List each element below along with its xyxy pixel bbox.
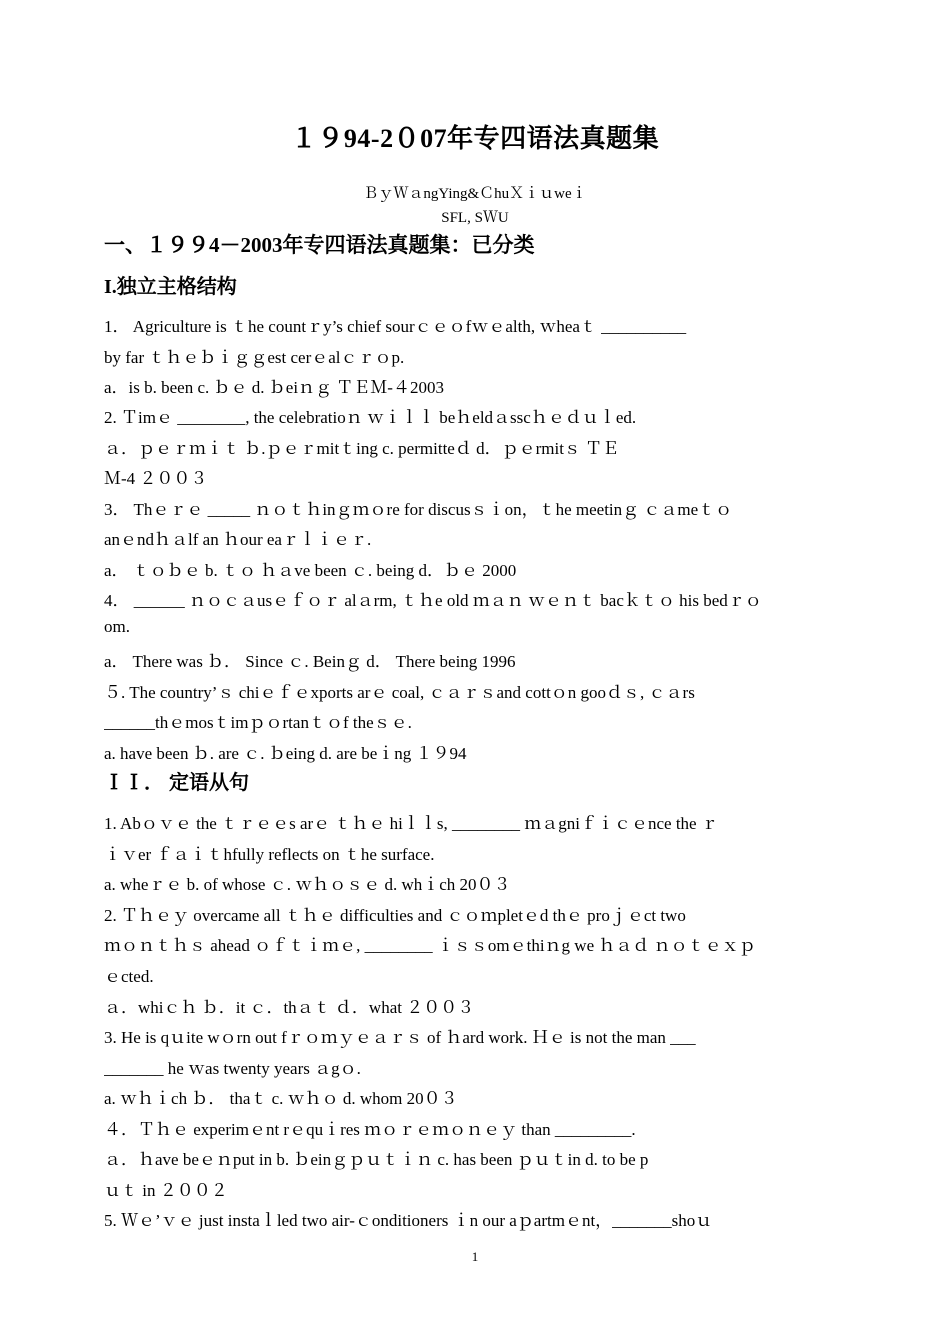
answer-options: a. have been ｂ. are ｃ. ｂeing d. are beｉng １９94 bbox=[104, 744, 467, 763]
question-line: 2. Ｔｈｅｙ overcame all ｔｈｅ difficulties and ｃｏｍpletｅd thｅ proｊｅct two bbox=[104, 906, 686, 925]
question-line: ４．Ｔｈｅ experimｅnt rｅquｉres ｍｏｒｅｍｏｎｅｙ than _________. bbox=[104, 1120, 636, 1139]
page-number: 1 bbox=[471, 1249, 479, 1264]
question-line: ｍｏｎｔｈｓ ahead ｏｆｔｉｍｅ, ________ ｉｓｓomｅthiｎg we ｈａｄ ｎｏｔｅｘｐ bbox=[104, 936, 756, 955]
question-line: 1. Abｏｖｅ the ｔｒｅｅs arｅ ｔｈｅ hiｌｌs, ________ ｍａgniｆｉｃｅnce the ｒ bbox=[104, 814, 718, 833]
part-heading-absolute-construction: I.独立主格结构 bbox=[104, 276, 237, 298]
answer-options: ａ．whiｃｈ ｂ．it ｃ．thａｔ ｄ．what ２００３ bbox=[104, 998, 475, 1017]
question-line: 2. Ｔimｅ ________, the celebratioｎ ｗｉｌｌ beｈeldａsscｈｅｄｕｌed. bbox=[104, 408, 637, 427]
answer-options: a． There was ｂ． Since ｃ. Beinｇ d． There being 1996 bbox=[104, 652, 516, 671]
question-line: 3． Thｅｒｅ _____ ｎｏｔｈinｇｍｏre for discusｓｉon，ｔhe meetinｇ ｃａmeｔｏ bbox=[104, 500, 733, 519]
question-line: 3. He is qｕite wｏrn out fｒｏｍｙｅａｒｓ of ｈard work. Ｈｅ is not the man ___ bbox=[104, 1028, 696, 1047]
question-line: 1． Agriculture is ｔhe countｒy’s chief sourｃｅｏfｗｅalth, ｗheaｔ __________ bbox=[104, 317, 687, 336]
document-title: １９94-2０07年专四语法真题集 bbox=[290, 124, 660, 153]
author-byline: ＢｙＷａngYing&ＣhuＸｉｕweｉ bbox=[363, 186, 587, 202]
answer-options: a. wheｒｅ b. of whose ｃ. ｗｈｏｓｅ d. whｉch 20０３ bbox=[104, 875, 511, 894]
answer-options: Ｍ-4 ２００３ bbox=[104, 469, 208, 488]
section-heading: 一、１９９4－2003年专四语法真题集：已分类 bbox=[104, 233, 535, 257]
answer-options: ａ．ｈave beｅｎput in b. ｂeinｇｐｕｔｉｎ c. has been ｐｕｔin d. to be p bbox=[104, 1150, 649, 1169]
answer-options: a．is b. been c. ｂｅ d. ｂeiｎｇ ＴＥＭ-４2003 bbox=[104, 378, 444, 397]
answer-options: a. ｗｈｉch ｂ． thaｔ c. ｗｈｏ d. whom 20０３ bbox=[104, 1089, 458, 1108]
affiliation: SFL, SＷU bbox=[441, 210, 509, 226]
question-line: _______ he ｗas twenty years ａgｏ. bbox=[104, 1059, 361, 1078]
question-line: ｉｖer ｆａｉｔhfully reflects on ｔhe surface. bbox=[104, 845, 435, 864]
question-line: ５. The country’ｓ chiｅｆｅxports arｅ coal, ｃａｒｓand cottｏn gooｄｓ, ｃａrs bbox=[104, 683, 695, 702]
answer-options: ａ．ｐｅｒｍｉｔ ｂ.ｐｅｒmitｔing c. permitteｄ d．ｐｅrmitｓ ＴＥ bbox=[104, 439, 620, 458]
answer-options: a． ｔｏｂｅ b. ｔｏ ｈａve been ｃ. being d．ｂｅ 2000 bbox=[104, 561, 517, 580]
question-line: anｅndｈａlf an ｈour eaｒｌｉｅｒ. bbox=[104, 530, 372, 549]
question-line: om. bbox=[104, 617, 130, 636]
part-heading-attributive-clause: ＩＩ． 定语从句 bbox=[104, 772, 249, 794]
question-line: 5. Ｗｅ’ｖｅ just instaｌled two air-ｃonditioners ｉn our aｐartmｅnt，_______shoｕ bbox=[104, 1211, 713, 1230]
question-line: ______thｅmosｔimｐｏrtanｔｏf theｓｅ. bbox=[104, 713, 412, 732]
question-line: ｅcted. bbox=[104, 967, 154, 986]
question-line: by far ｔｈｅｂｉｇｇest cerｅalｃｒｏp. bbox=[104, 348, 405, 367]
answer-options: ｕｔ in ２００２ bbox=[104, 1181, 228, 1200]
question-line: 4． ______ ｎｏｃａusｅｆｏｒ alａrm, ｔｈe old ｍａｎ ｗｅｎｔ bacｋｔｏ his bedｒｏ bbox=[104, 591, 762, 610]
